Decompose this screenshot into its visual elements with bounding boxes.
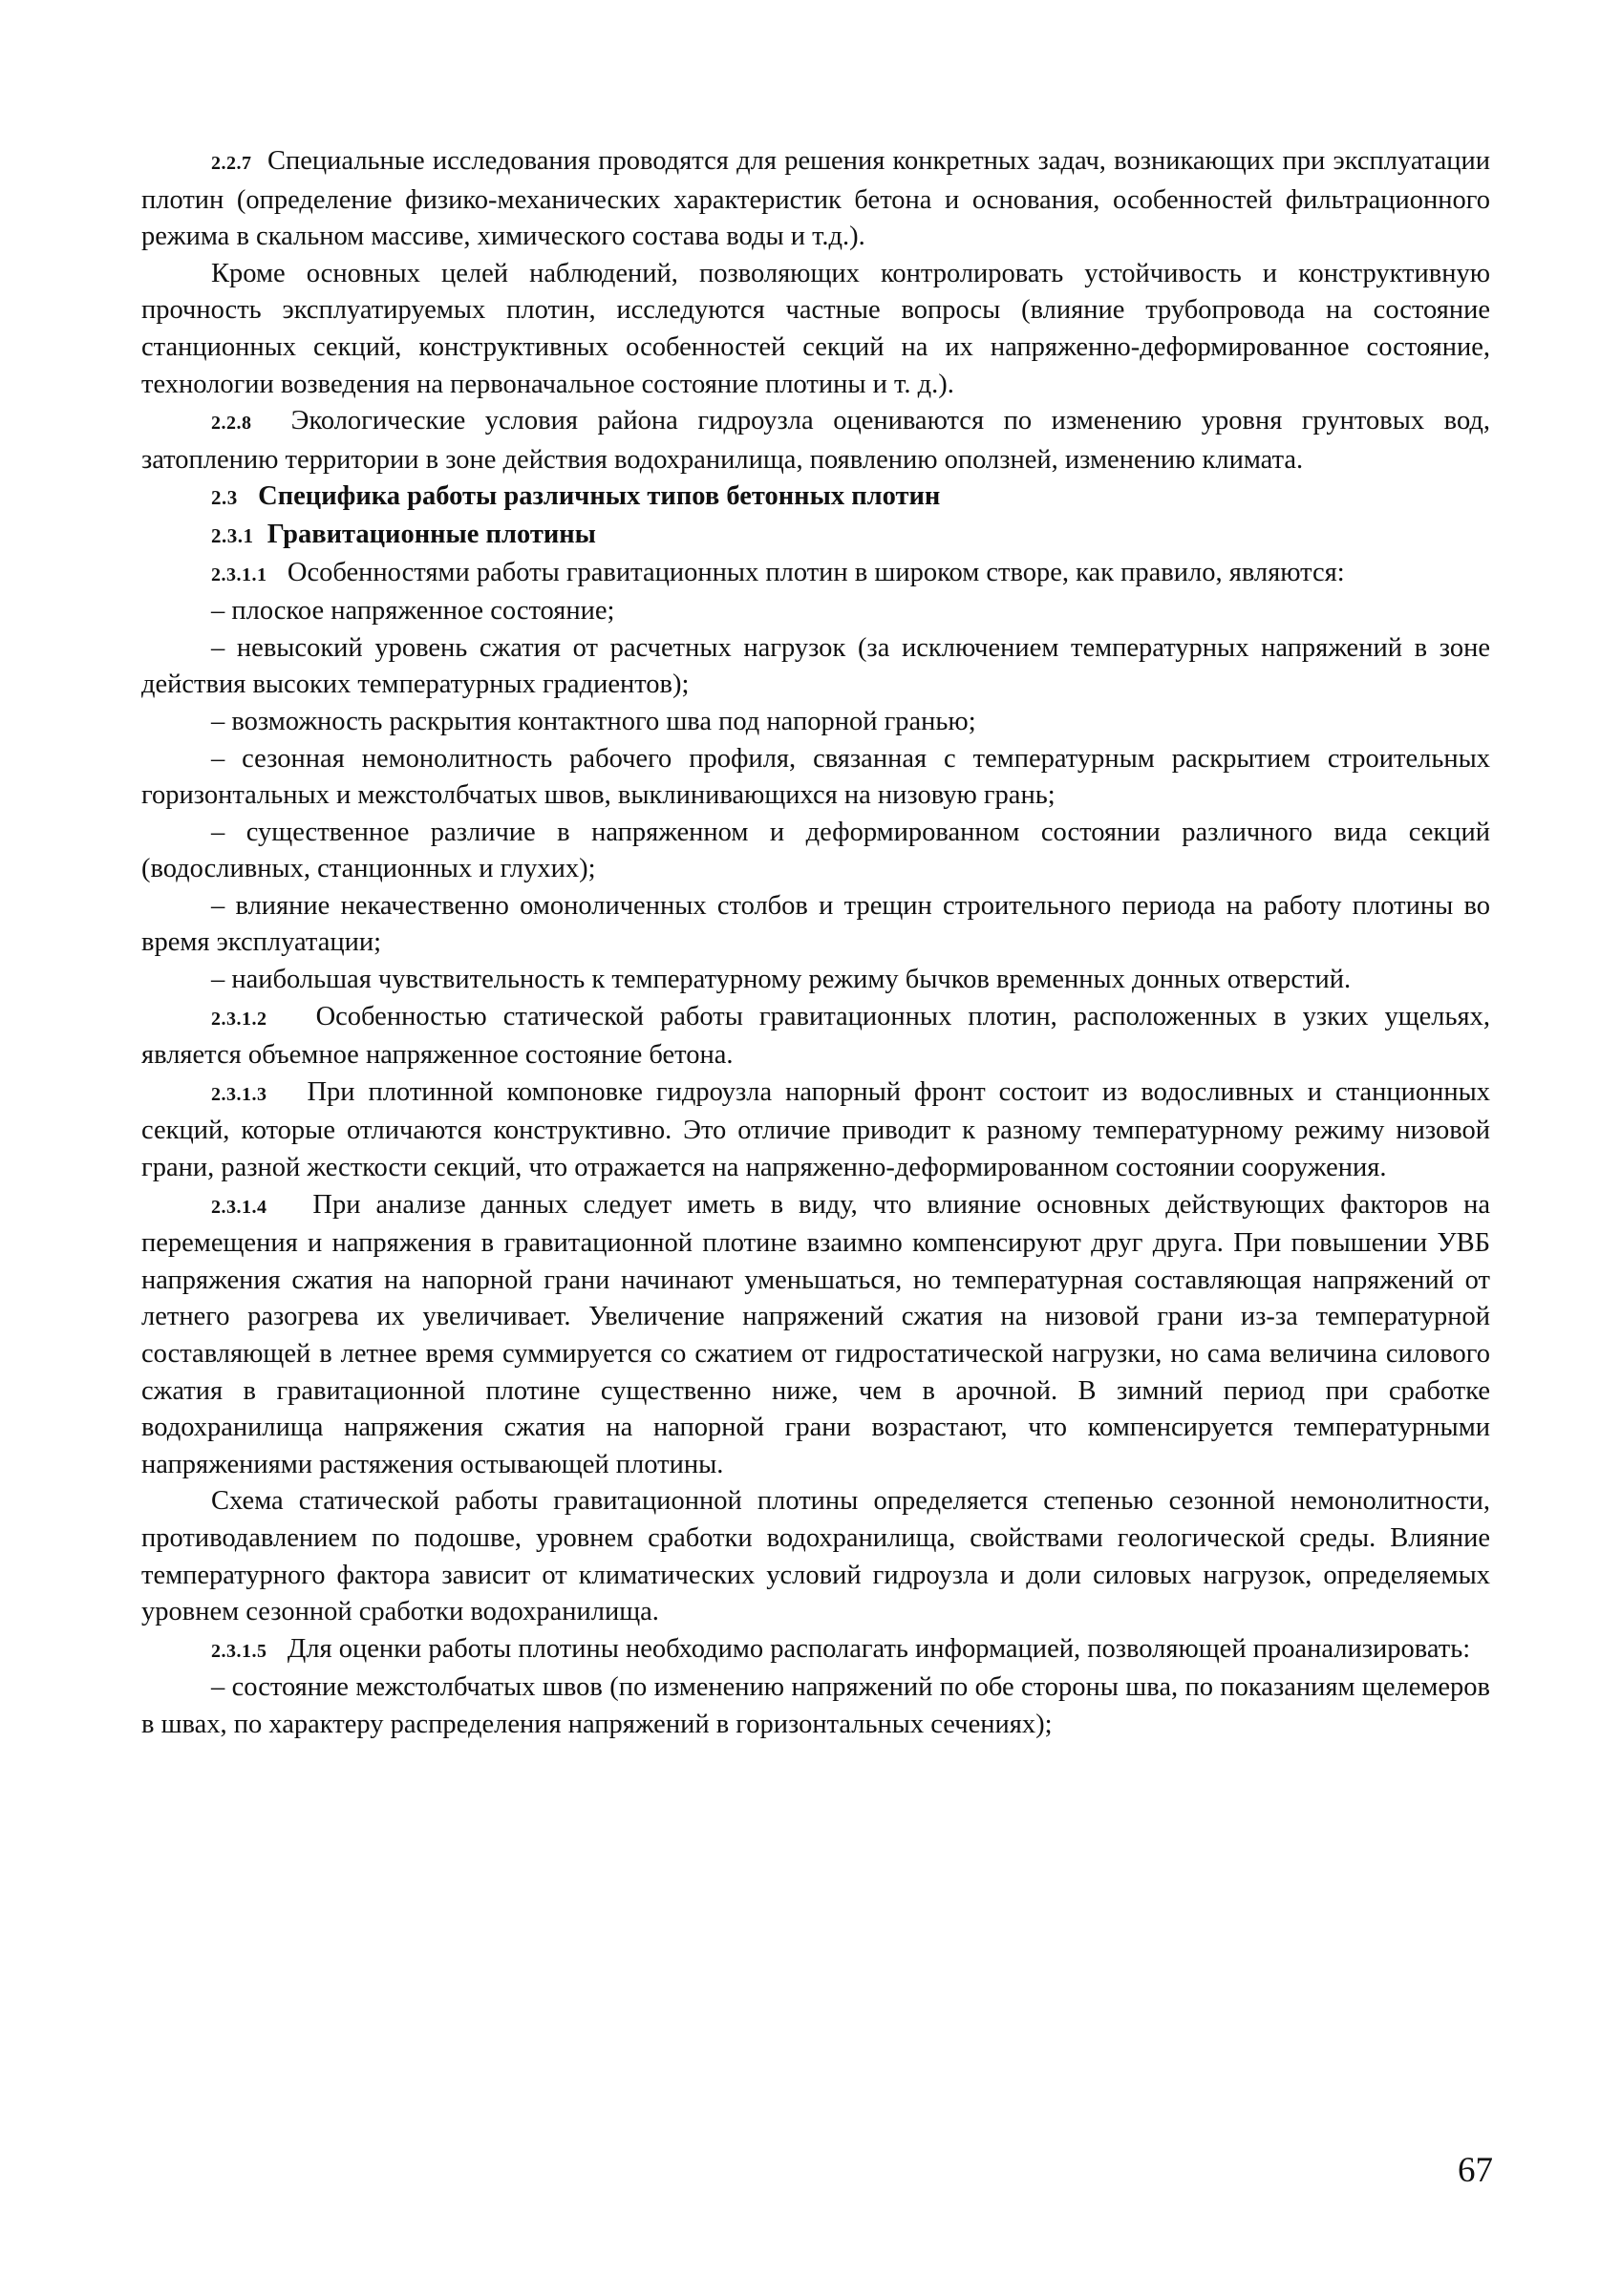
document-page [141, 143, 1490, 1744]
paragraph-text: При плотинной компоновке гидроузла напорный фронт состоит из водосливных и станционных секций, которые отличаются конструктивно. Это отличие приводит к разному температурному режиму низовой грани, разной жесткости секций, что отражается на напряженно-деформированном состоянии сооружения. [141, 1076, 1491, 1183]
paragraph-text: При анализе данных следует иметь в виду, что влияние основных действующих факторов на перемещения и напряжения в гравитационной плотине взаимно компенсируют друг друга. При повышении УВБ напряжения сжатия на напорной грани начинают уменьшаться, но температурная составляющая напряжений от летнего разогрева их увеличивает. Увеличение напряжений сжатия на низовой грани из-за температурной составляющей в летнее время суммируется со сжатием от гидростатической нагрузки, но сама величина силового сжатия в гравитационной плотине существенно ниже, чем в арочной. В зимний период при сработке водохранилища напряжения сжатия на напорной грани возрастают, что компенсируется температурными напряжениями растяжения остывающей плотины. [141, 1189, 1490, 1479]
clause-number: 2.3 [211, 486, 238, 510]
list-item: – наибольшая чувствительность к температурному режиму бычков временных донных отверстий. [211, 965, 1352, 995]
paragraph-text: Особенностями работы гравитационных плотин в широком створе, как правило, являются: [287, 557, 1345, 587]
paragraph-text: Кроме основных целей наблюдений, позволяющих контролировать устойчивость и конструктивную прочность эксплуатируемых плотин, исследуются частные вопросы (влияние трубопровода на состояние станционных секций, конструктивных особенностей секций на их напряженно-деформированное состояние, технологии возведения на первоначальное состояние плотины и т. д.). [141, 258, 1490, 399]
clause-number: 2.3.1.3 [211, 1083, 267, 1105]
paragraph-text: Особенностью статической работы гравитационных плотин, расположенных в узких ущельях, является объемное напряженное состояние бетона. [141, 1001, 1491, 1071]
paragraph-text: Схема статической работы гравитационной плотины определяется степенью сезонной немонолитности, противодавлением по подошве, уровнем сработки водохранилища, свойствами геологической среды. Влияние температурного фактора зависит от климатических условий гидроузла и доли силовых нагрузок, определяемых уровнем сезонной сработки водохранилища. [141, 1486, 1490, 1627]
paragraph-scheme [141, 1483, 1490, 1630]
paragraph-2-3-1-3 [141, 1074, 1490, 1187]
clause-number: 2.3.1.5 [211, 1640, 267, 1662]
paragraph-2-2-7 [141, 143, 1490, 256]
heading-text: Специфика работы различных типов бетонных плотин [258, 481, 941, 512]
clause-number: 2.3.1.1 [211, 563, 267, 585]
heading-2-3-1 [141, 517, 1490, 555]
paragraph-text: Специальные исследования проводятся для решения конкретных задач, возникающих при эксплуатации плотин (определение физико-механических характеристик бетона и основания, особенностей фильтрационного режима в скальном массиве, химического состава воды и т.д.). [141, 146, 1491, 252]
paragraph-text: Для оценки работы плотины необходимо располагать информацией, позволяющей проанализировать: [287, 1633, 1471, 1664]
clause-number: 2.3.1.2 [211, 1008, 267, 1030]
page-number: 67 [1458, 2151, 1493, 2190]
list-item: – сезонная немонолитность рабочего профиля, связанная с температурным раскрытием строительных горизонтальных и межстолбчатых швов, выклинивающихся на низовую грань; [141, 743, 1490, 811]
list-item: – плоское напряженное состояние; [211, 596, 615, 627]
heading-text: Гравитационные плотины [267, 519, 596, 549]
list-item: – влияние некачественно омоноличенных столбов и трещин строительного периода на работу плотины во время эксплуатации; [141, 890, 1490, 958]
paragraph-2-3-1-1 [141, 555, 1490, 594]
paragraph-2-3-1-4 [141, 1187, 1490, 1484]
clause-number: 2.3.1.4 [211, 1196, 267, 1218]
list-item: – существенное различие в напряженном и деформированном состоянии различного вида секций (водосливных, станционных и глухих); [141, 817, 1490, 884]
list-item: – возможность раскрытия контактного шва под напорной гранью; [211, 706, 976, 736]
list-item: – невысокий уровень сжатия от расчетных нагрузок (за исключением температурных напряжений в зоне действия высоких температурных градиентов); [141, 632, 1490, 700]
paragraph-2-3-1-5 [141, 1631, 1490, 1670]
clause-number: 2.2.7 [211, 153, 252, 174]
paragraph-objectives [141, 256, 1490, 403]
paragraph-text: Экологические условия района гидроузла оцениваются по изменению уровня грунтовых вод, затоплению территории в зоне действия водохранилища, появлению оползней, изменению климата. [141, 406, 1490, 475]
clause-number: 2.3.1 [211, 523, 254, 547]
list-item: – состояние межстолбчатых швов (по изменению напряжений по обе стороны шва, по показаниям щелемеров в швах, по характеру распределения напряжений в горизонтальных сечениях); [141, 1672, 1490, 1739]
heading-2-3 [141, 478, 1490, 517]
paragraph-2-2-8 [141, 403, 1490, 478]
paragraph-2-3-1-2 [141, 999, 1490, 1074]
clause-number: 2.2.8 [211, 413, 252, 435]
